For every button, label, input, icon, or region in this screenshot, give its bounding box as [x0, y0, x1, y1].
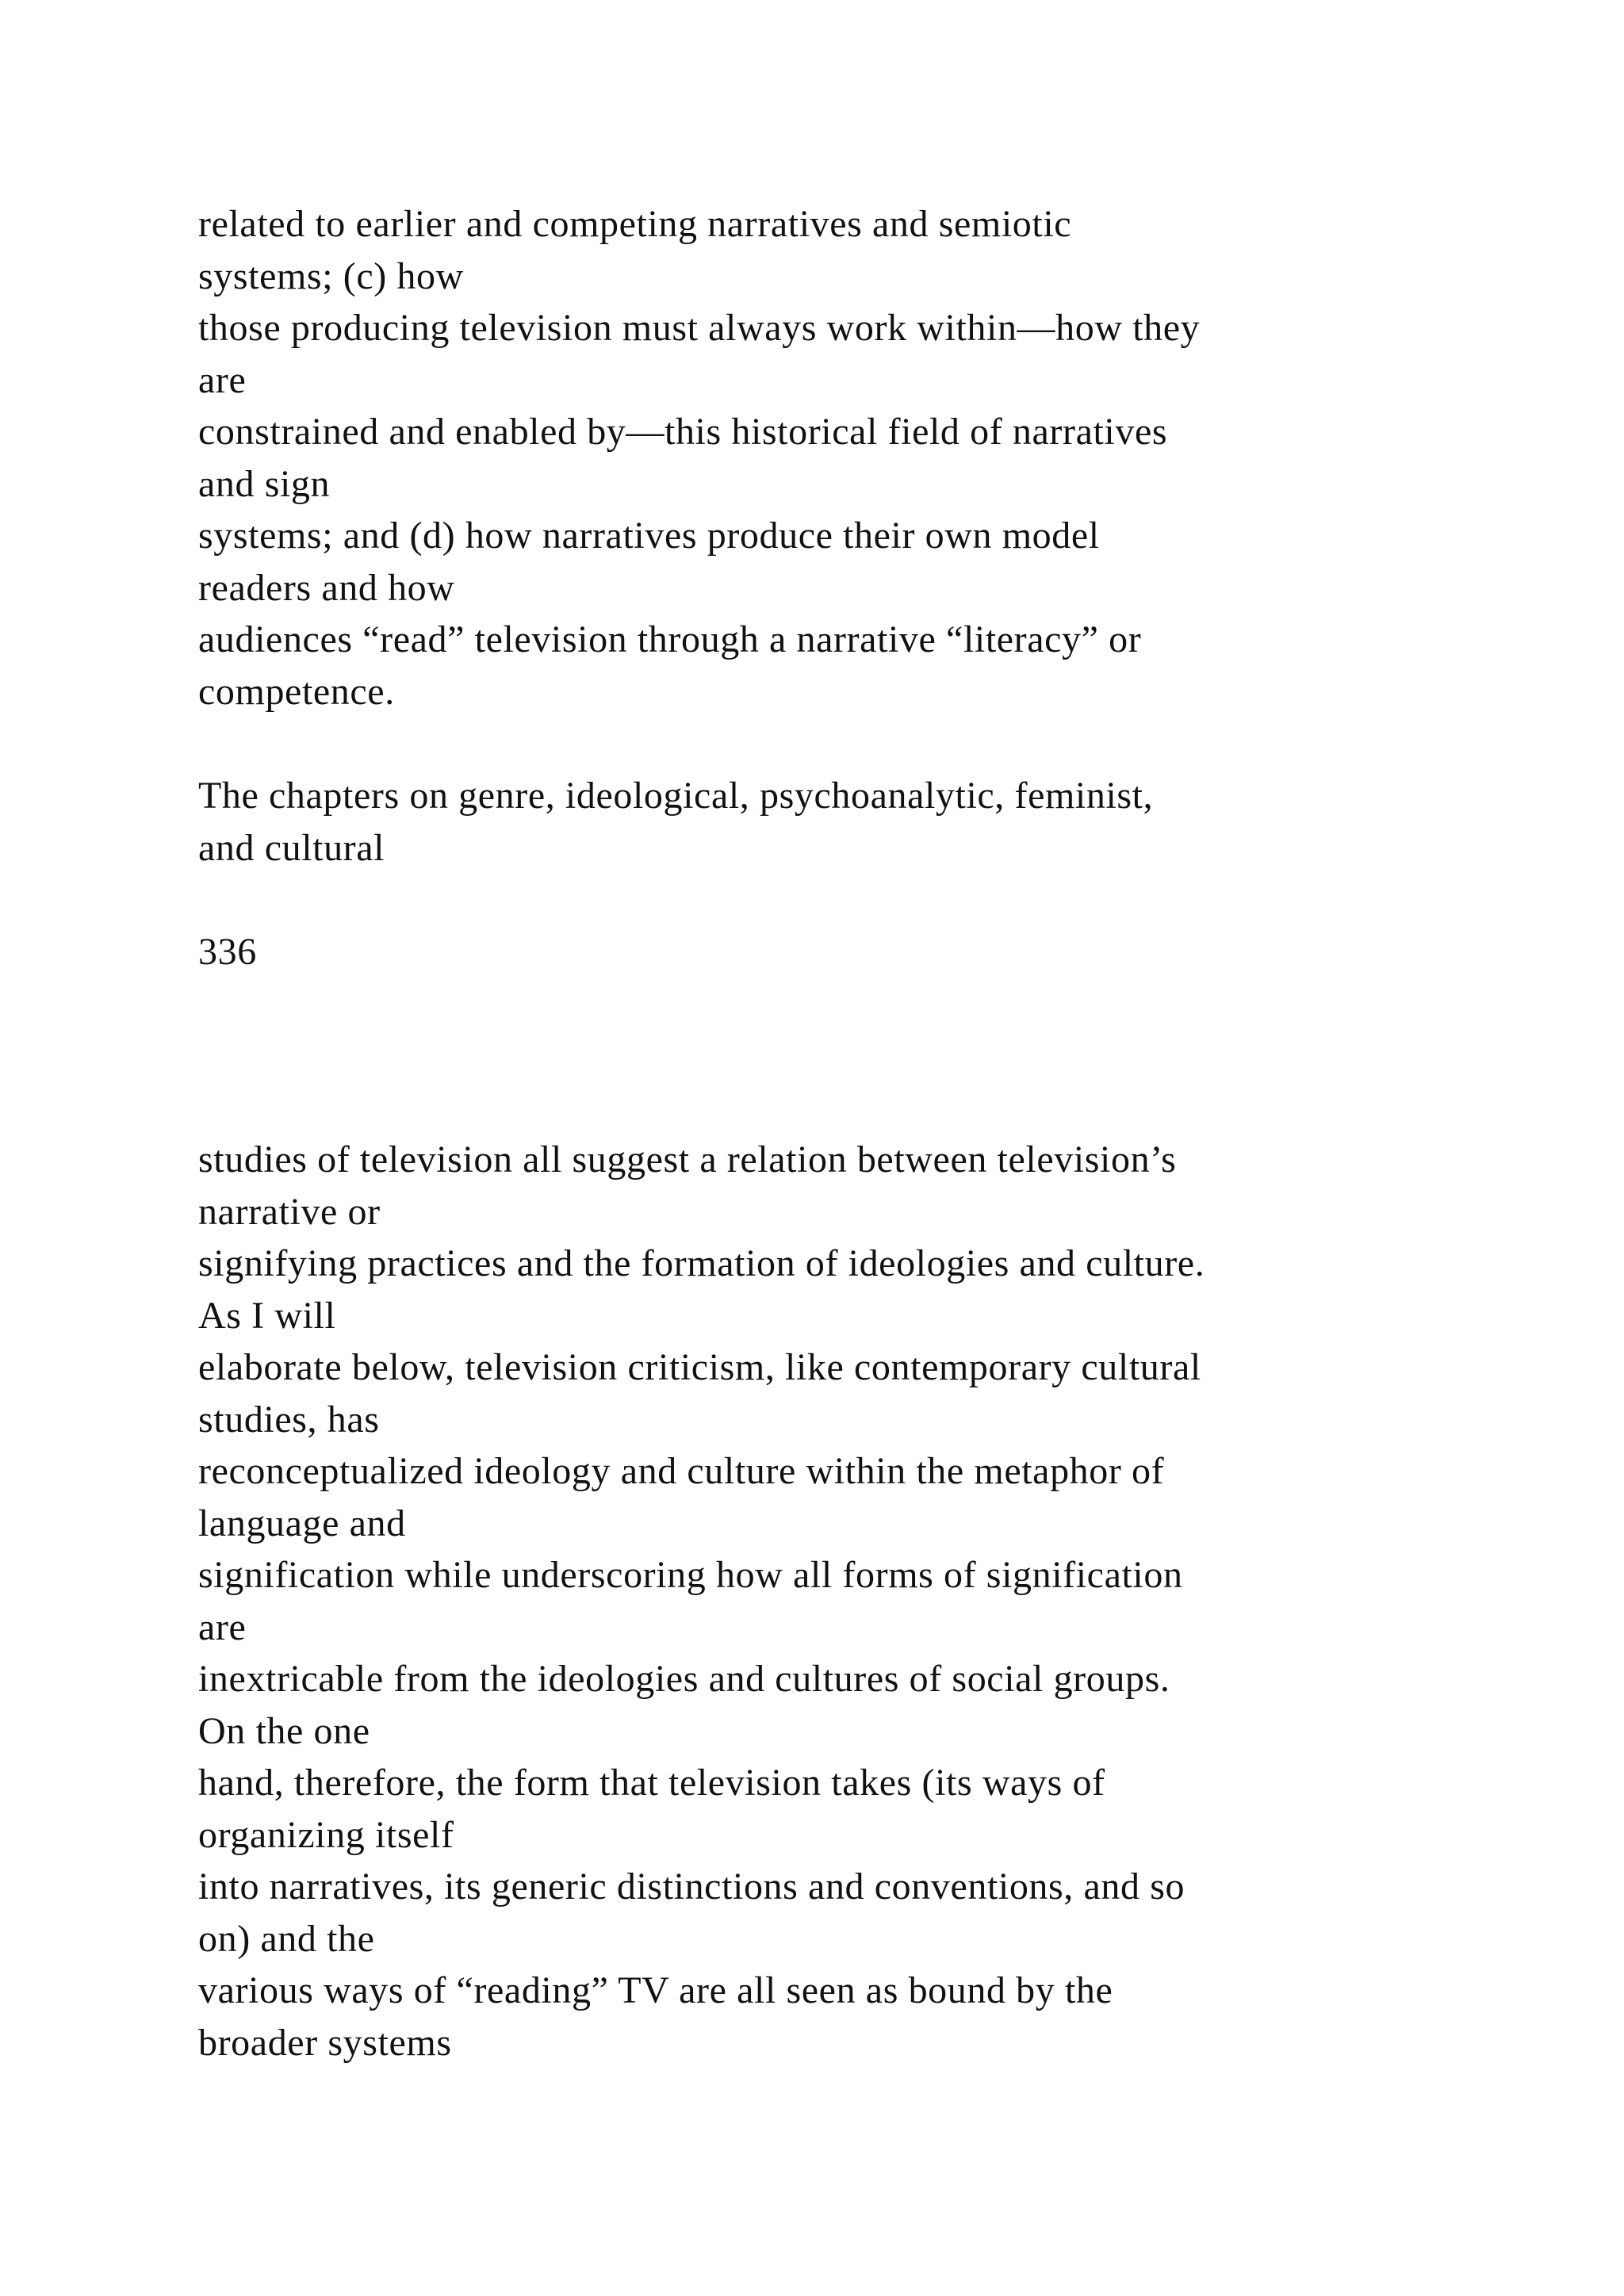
text-line: systems; and (d) how narratives produce their own model — [198, 515, 1100, 557]
text-line: narrative or — [198, 1190, 381, 1233]
text-line: are — [198, 1605, 247, 1648]
text-line: The chapters on genre, ideological, psychoanalytic, feminist, — [198, 775, 1154, 817]
text-line: On the one — [198, 1709, 370, 1752]
text-line: related to earlier and competing narratives and semiotic — [198, 203, 1072, 245]
text-line: various ways of “reading” TV are all seen as bound by the — [198, 1969, 1113, 2011]
text-line: broader systems — [198, 2021, 452, 2064]
text-line: organizing itself — [198, 1813, 454, 1856]
text-line: studies of television all suggest a relation between television’s — [198, 1138, 1177, 1181]
text-line: hand, therefore, the form that television takes (its ways of — [198, 1762, 1105, 1804]
text-line: competence. — [198, 670, 395, 713]
text-line: signification while underscoring how all forms of signification — [198, 1554, 1183, 1596]
text-line: and sign — [198, 462, 331, 505]
text-line: As I will — [198, 1294, 336, 1337]
page-number — [198, 926, 1546, 978]
text-line: are — [198, 358, 247, 401]
text-line: those producing television must always work within—how they — [198, 307, 1201, 349]
text-line: signifying practices and the formation of ideologies and culture. — [198, 1242, 1205, 1284]
text-line: constrained and enabled by—this historical field of narratives — [198, 411, 1168, 453]
text-line: reconceptualized ideology and culture within the metaphor of — [198, 1450, 1165, 1492]
paragraph-chapters — [198, 770, 1546, 874]
text-line: and cultural — [198, 826, 385, 869]
paragraph-studies — [198, 1134, 1546, 2068]
text-line: studies, has — [198, 1398, 380, 1441]
text-line: language and — [198, 1502, 406, 1544]
text-line: systems; (c) how — [198, 254, 464, 297]
text-line: inextricable from the ideologies and cultures of social groups. — [198, 1658, 1170, 1700]
text-line: audiences “read” television through a narrative “literacy” or — [198, 618, 1142, 660]
page-number-text: 336 — [198, 931, 257, 973]
text-line: readers and how — [198, 566, 455, 609]
paragraph-continued — [198, 198, 1546, 718]
text-line: into narratives, its generic distinctions and conventions, and so — [198, 1866, 1185, 1908]
text-line: elaborate below, television criticism, like contemporary cultural — [198, 1346, 1201, 1388]
text-line: on) and the — [198, 1917, 375, 1960]
